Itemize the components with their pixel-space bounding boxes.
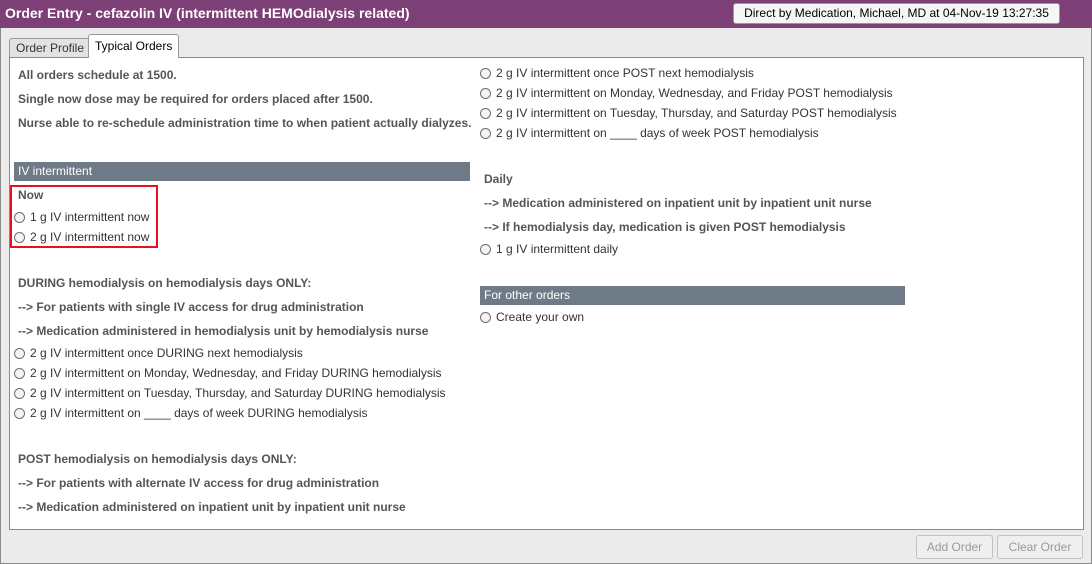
- order-option-during-custom[interactable]: [14, 405, 368, 421]
- order-option-during-mwf[interactable]: [14, 365, 442, 381]
- add-order-button[interactable]: Add Order: [916, 535, 993, 559]
- option-label: Create your own: [496, 310, 585, 324]
- radio-button[interactable]: [480, 108, 491, 119]
- section-other-orders: For other orders: [480, 286, 905, 305]
- option-label: 2 g IV intermittent now: [30, 230, 150, 244]
- title-bar: [0, 0, 1092, 28]
- order-option-post-mwf[interactable]: [480, 85, 893, 101]
- window-title: Order Entry - cefazolin IV (intermittent HEMOdialysis related): [5, 5, 410, 21]
- reschedule-note: Nurse able to re-schedule administration time to when patient actually dialyzes.: [18, 116, 472, 130]
- during-heading: DURING hemodialysis on hemodialysis days ONLY:: [18, 276, 312, 290]
- daily-nurse-note: --> Medication administered on inpatient unit by inpatient unit nurse: [484, 196, 872, 210]
- order-option-create-own[interactable]: [480, 309, 584, 325]
- schedule-note: All orders schedule at 1500.: [18, 68, 177, 82]
- tab-typical-orders[interactable]: Typical Orders: [88, 34, 179, 58]
- radio-button[interactable]: [480, 244, 491, 255]
- radio-button[interactable]: [480, 128, 491, 139]
- post-access-note: --> For patients with alternate IV access for drug administration: [18, 476, 380, 490]
- clear-order-button[interactable]: Clear Order: [997, 535, 1083, 559]
- option-label: 1 g IV intermittent daily: [496, 242, 619, 256]
- option-label: 2 g IV intermittent on Tuesday, Thursday, and Saturday POST hemodialysis: [496, 106, 897, 120]
- option-label: 1 g IV intermittent now: [30, 210, 150, 224]
- option-label: 2 g IV intermittent on Monday, Wednesday, and Friday POST hemodialysis: [496, 86, 893, 100]
- daily-dialysis-note: --> If hemodialysis day, medication is given POST hemodialysis: [484, 220, 846, 234]
- order-option-during-next[interactable]: [14, 345, 303, 361]
- radio-button[interactable]: [480, 312, 491, 323]
- radio-button[interactable]: [14, 368, 25, 379]
- single-dose-note: Single now dose may be required for orders placed after 1500.: [18, 92, 373, 106]
- post-nurse-note: --> Medication administered on inpatient unit by inpatient unit nurse: [18, 500, 406, 514]
- order-option-daily[interactable]: [480, 241, 618, 257]
- option-label: 2 g IV intermittent on ____ days of week POST hemodialysis: [496, 126, 819, 140]
- order-option-post-next[interactable]: [480, 65, 754, 81]
- order-option-post-tts[interactable]: [480, 105, 897, 121]
- now-heading: Now: [18, 188, 44, 202]
- radio-button[interactable]: [14, 408, 25, 419]
- radio-button[interactable]: [14, 348, 25, 359]
- during-access-note: --> For patients with single IV access for drug administration: [18, 300, 364, 314]
- radio-button[interactable]: [480, 88, 491, 99]
- post-heading: POST hemodialysis on hemodialysis days ONLY:: [18, 452, 297, 466]
- radio-button[interactable]: [480, 68, 491, 79]
- tab-order-profile[interactable]: Order Profile: [9, 38, 91, 57]
- option-label: 2 g IV intermittent once POST next hemodialysis: [496, 66, 754, 80]
- order-option-during-tts[interactable]: [14, 385, 446, 401]
- daily-heading: Daily: [484, 172, 513, 186]
- option-label: 2 g IV intermittent once DURING next hemodialysis: [30, 346, 303, 360]
- highlight-box: [10, 185, 158, 248]
- section-iv-intermittent: IV intermittent: [14, 162, 470, 181]
- during-nurse-note: --> Medication administered in hemodialysis unit by hemodialysis nurse: [18, 324, 429, 338]
- option-label: 2 g IV intermittent on Monday, Wednesday, and Friday DURING hemodialysis: [30, 366, 442, 380]
- order-context-button[interactable]: Direct by Medication, Michael, MD at 04-Nov-19 13:27:35: [733, 3, 1060, 24]
- order-option-post-custom[interactable]: [480, 125, 819, 141]
- option-label: 2 g IV intermittent on Tuesday, Thursday, and Saturday DURING hemodialysis: [30, 386, 446, 400]
- option-label: 2 g IV intermittent on ____ days of week DURING hemodialysis: [30, 406, 368, 420]
- radio-button[interactable]: [14, 388, 25, 399]
